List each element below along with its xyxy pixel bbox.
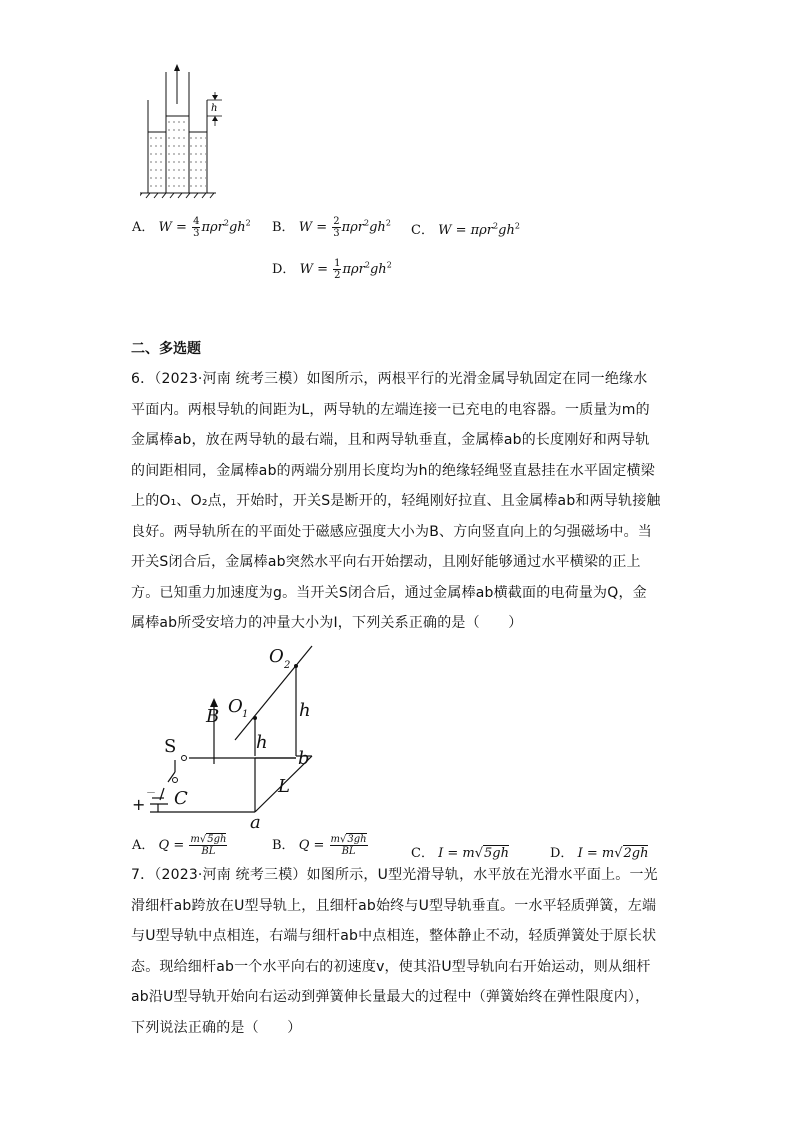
minus-sign: － [146,788,156,799]
b-point-label: b [298,748,310,769]
a-point-label: a [250,812,261,832]
svg-text:1: 1 [242,709,249,720]
b-field-label: B [206,706,220,727]
q5-option-a[interactable]: A． W = $\frac{4}{3}$ $\pi\rho r^2gh^2$ [132,216,251,239]
fraction: $\frac{4}{3}$ [193,216,200,239]
question-7-text: 7．（2023·河南 统考三模）如图所示，U型光滑导轨，水平放在光滑水平面上。一光滑细杆ab跨放在U型导轨上，且细杆ab始终与U型导轨垂直。一水平轻质弹簧，左端与U型导轨中点相连，右端与细杆ab中点相连，整体静止不动，轻质弹簧处于原长状态。现给细杆ab一个水平向右的初速度v，使其沿U型导轨向右开始运动，则从细杆ab沿U型导轨开始向右运动到弹簧伸长量最大的过程中（弹簧始终在弹性限度内），下列说法正确的是（ ） [131,867,658,1036]
s-label: S [164,736,177,757]
h1-label: h [256,732,268,753]
container-figure [140,62,240,200]
h-label: h [211,103,218,114]
question-6-text: 6．（2023·河南 统考三模）如图所示，两根平行的光滑金属导轨固定在同一绝缘水平面内。两根导轨的间距为L，两导轨的左端连接一已充电的电容器。一质量为m的金属棒ab，放在两导轨的最右端，且和两导轨垂直，金属棒ab的长度刚好和两导轨的间距相同，金属棒ab的两端分别用长度均为h的绝缘轻绳竖直悬挂在水平固定横梁上的O₁、O₂点，开始时，开关S是断开的，轻绳刚好拉直、且金属棒ab和两导轨接触良好。两导轨所在的平面处于磁感应强度大小为B、方向竖直向上的匀强磁场中。当开关S闭合后，金属棒ab突然水平向右开始摆动，且刚好能够通过水平横梁的正上方。已知重力加速度为g。当开关S闭合后，通过金属棒ab横截面的电荷量为Q，金属棒ab所受安培力的冲量大小为I，下列关系正确的是（ ） [131,371,661,631]
q6-option-d[interactable]: D． I = m√2gh [550,846,649,861]
fraction: $\frac{m√3gh}{BL}$ [330,834,367,857]
q5-option-d[interactable]: D． W = $\frac{1}{2}$ $\pi\rho r^2gh^2$ [272,258,392,281]
q5-option-c[interactable]: C． $W = \pi\rho r^2gh^2$ [411,221,520,238]
c-label: C [174,788,188,809]
fraction: $\frac{m√5gh}{BL}$ [190,834,227,857]
fraction: $\frac{2}{3}$ [333,216,340,239]
svg-text:2: 2 [284,660,291,671]
h2-label: h [299,700,311,721]
q5-option-b[interactable]: B． W = $\frac{2}{3}$ $\pi\rho r^2gh^2$ [272,216,391,239]
o1-label: O [228,696,243,717]
q6-option-a[interactable]: A． Q = $\frac{m√5gh}{BL}$ [132,834,227,857]
o2-label: O [269,646,284,667]
q6-option-b[interactable]: B． Q = $\frac{m√3gh}{BL}$ [272,834,367,857]
fraction: $\frac{1}{2}$ [334,258,341,281]
q6-option-c[interactable]: C． I = m√5gh [411,846,509,861]
section-title: 二、多选题 [131,341,201,357]
plus-sign: + [132,795,146,814]
rail-circuit-figure [130,640,340,832]
l-label: L [278,776,290,797]
